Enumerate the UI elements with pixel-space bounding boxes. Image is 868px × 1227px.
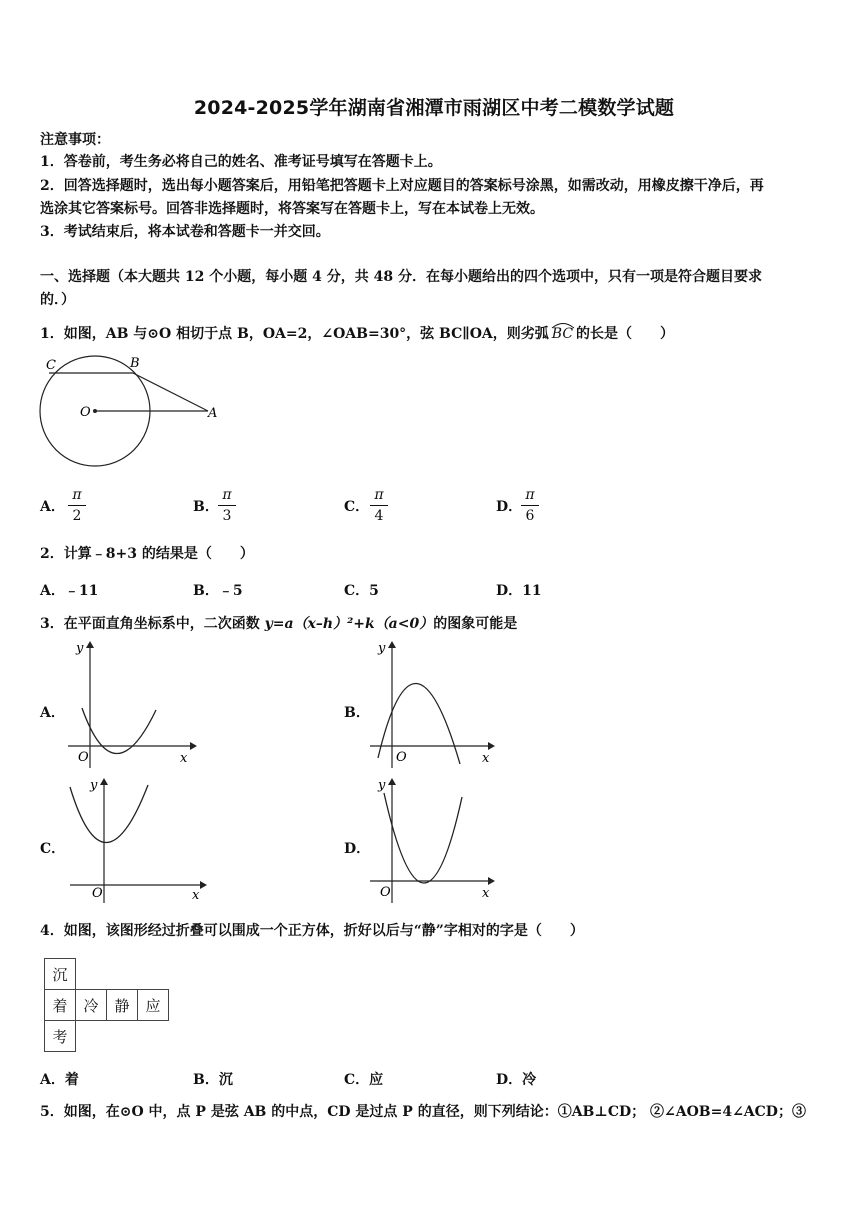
q3-graph-d <box>366 775 496 905</box>
net-cell-6: 考 <box>45 1021 76 1052</box>
q1-option-a-letter[interactable]: A． <box>40 499 65 515</box>
svg-text:O: O <box>92 886 103 901</box>
q1-stem <box>40 323 674 345</box>
q3-stem <box>40 613 517 635</box>
notes-item-1: 1．答卷前，考生务必将自己的姓名、准考证号填写在答题卡上。 <box>40 154 442 170</box>
svg-text:x: x <box>180 751 188 766</box>
q3-formula: y=a（x–h）²+k（a<0） <box>264 616 434 632</box>
net-cell-5: 应 <box>138 990 169 1021</box>
q1-option-c-letter[interactable]: C． <box>344 499 370 515</box>
q1-center-point <box>93 409 97 413</box>
q1-arc-label: BC <box>549 323 576 345</box>
q4-option-c[interactable]: C．应 <box>344 1072 384 1088</box>
q2-option-a[interactable]: A．﹣11 <box>40 583 99 599</box>
q3-option-a[interactable]: A． <box>40 705 65 721</box>
q1-label-b: B <box>130 356 140 371</box>
q2-option-c[interactable]: C．5 <box>344 583 379 599</box>
q2-option-b[interactable]: B．﹣5 <box>193 583 243 599</box>
q3-stem-text: 3．在平面直角坐标系中，二次函数 <box>40 616 265 632</box>
page-title: 2024-2025学年湖南省湘潭市雨湖区中考二模数学试题 <box>193 97 675 119</box>
q5-stem: 5．如图，在⊙O 中，点 P 是弦 AB 的中点，CD 是过点 P 的直径，则下列结论：①AB⊥CD； ②∠AOB=4∠ACD；③ <box>40 1104 806 1120</box>
svg-text:x: x <box>482 886 490 901</box>
svg-text:O: O <box>396 750 407 765</box>
net-cell-3: 冷 <box>76 990 107 1021</box>
q2-option-d[interactable]: D．11 <box>496 583 542 599</box>
svg-text:x: x <box>192 888 200 903</box>
q3-stem-tail: 的图象可能是 <box>433 616 518 632</box>
net-cell-4: 静 <box>107 990 138 1021</box>
svg-text:y: y <box>378 641 386 656</box>
net-cell-1: 沉 <box>45 959 76 990</box>
section-heading-line-1: 一、选择题（本大题共 12 个小题，每小题 4 分，共 48 分．在每小题给出的四个选项中，只有一项是符合题目要求 <box>40 269 762 285</box>
q2-stem: 2．计算﹣8+3 的结果是（ ） <box>40 546 254 562</box>
q3-graph-b <box>366 640 496 770</box>
q1-option-b-letter[interactable]: B． <box>193 499 219 515</box>
q1-label-a: A <box>208 406 218 421</box>
q1-stem-tail: 的长是（ ） <box>576 326 675 342</box>
svg-text:O: O <box>380 885 391 900</box>
q1-label-o: O <box>80 405 91 420</box>
svg-text:y: y <box>76 641 84 656</box>
svg-text:y: y <box>378 778 386 793</box>
q1-option-a-fraction: π 2 <box>68 487 86 524</box>
svg-text:y: y <box>90 778 98 793</box>
notes-item-3: 3．考试结束后，将本试卷和答题卡一并交回。 <box>40 224 330 240</box>
notes-item-2-line-1: 2．回答选择题时，选出每小题答案后，用铅笔把答题卡上对应题目的答案标号涂黑，如需改动，用橡皮擦干净后，再 <box>40 178 764 194</box>
q3-graph-c <box>62 775 207 905</box>
q1-circle-figure <box>38 352 220 470</box>
q4-cube-net <box>44 958 169 1052</box>
q1-option-d-fraction: π 6 <box>521 487 539 524</box>
q4-option-d[interactable]: D．冷 <box>496 1072 537 1088</box>
q3-graph-a <box>62 640 197 770</box>
net-cell-2: 着 <box>45 990 76 1021</box>
q4-stem: 4．如图，该图形经过折叠可以围成一个正方体，折好以后与“静”字相对的字是（ ） <box>40 923 584 939</box>
section-heading-line-2: 的．） <box>40 292 75 308</box>
q1-option-b-fraction: π 3 <box>218 487 236 524</box>
q1-tangent-ab <box>133 373 208 411</box>
svg-text:x: x <box>482 751 490 766</box>
q3-option-d[interactable]: D． <box>344 841 371 857</box>
q4-option-a[interactable]: A．着 <box>40 1072 79 1088</box>
arc-symbol-icon <box>550 321 576 329</box>
svg-text:O: O <box>78 750 89 765</box>
q1-stem-text: 1．如图，AB 与⊙O 相切于点 B，OA=2，∠OAB=30°，弦 BC∥OA，则劣弧 <box>40 326 549 342</box>
q4-option-b[interactable]: B．沉 <box>193 1072 233 1088</box>
q3-option-c[interactable]: C． <box>40 841 66 857</box>
q1-option-d-letter[interactable]: D． <box>496 499 523 515</box>
notes-heading: 注意事项： <box>40 132 110 148</box>
q1-label-c: C <box>46 358 56 373</box>
q1-option-c-fraction: π 4 <box>370 487 388 524</box>
q3-option-b[interactable]: B． <box>344 705 370 721</box>
notes-item-2-line-2: 选涂其它答案标号。回答非选择题时，将答案写在答题卡上，写在本试卷上无效。 <box>40 201 544 217</box>
